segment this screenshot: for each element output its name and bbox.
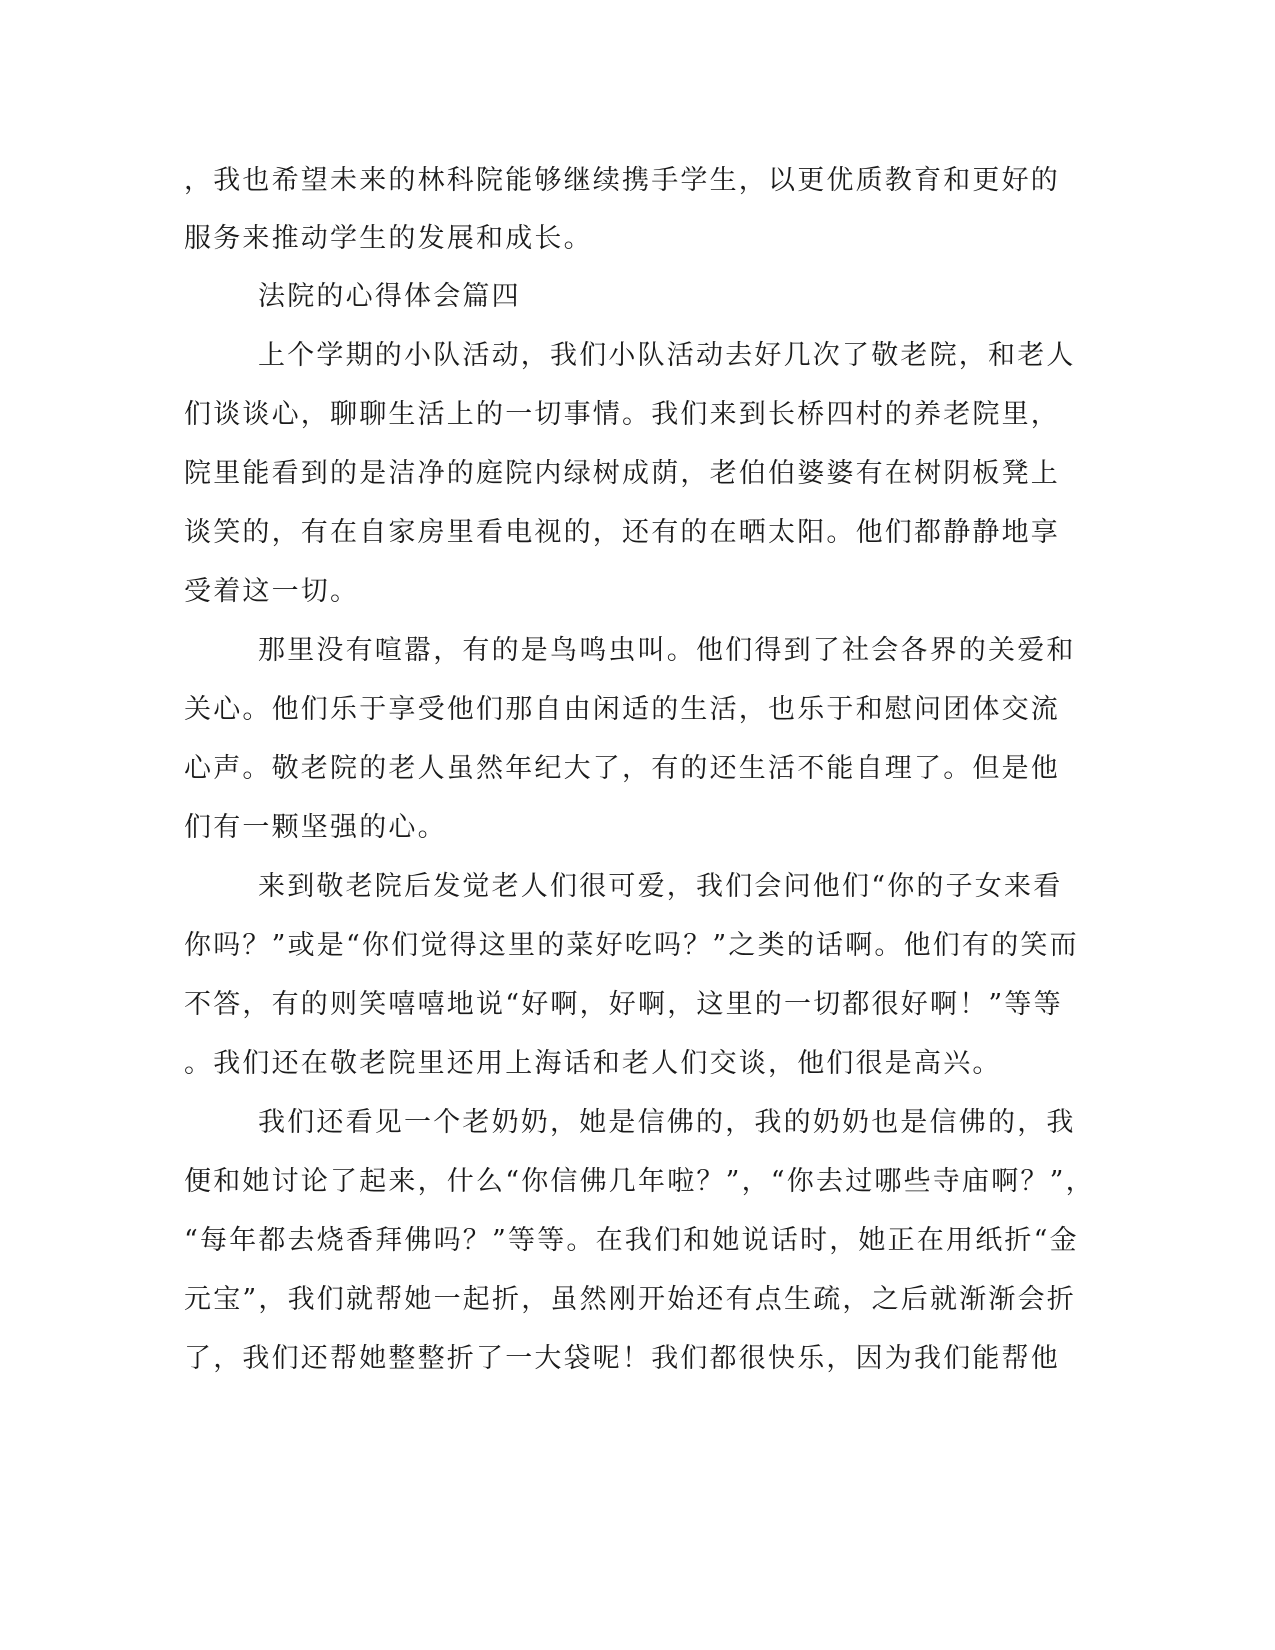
paragraph-first-line: 来到敬老院后发觉老人们很可爱，我们会问他们“你的子女来看 xyxy=(258,871,1063,902)
text-line: 你吗？”或是“你们觉得这里的菜好吃吗？”之类的话啊。他们有的笑而 xyxy=(184,930,1079,961)
text-line: 了，我们还帮她整整折了一大袋呢！我们都很快乐，因为我们能帮他 xyxy=(184,1343,1060,1374)
section-heading: 法院的心得体会篇四 xyxy=(258,281,521,312)
text-line: 不答，有的则笑嘻嘻地说“好啊，好啊，这里的一切都很好啊！”等等 xyxy=(184,989,1063,1020)
paragraph-first-line: 上个学期的小队活动，我们小队活动去好几次了敬老院，和老人 xyxy=(258,340,1076,371)
text-line: ，我也希望未来的林科院能够继续携手学生，以更优质教育和更好的 xyxy=(184,165,1060,196)
text-line: 关心。他们乐于享受他们那自由闲适的生活，也乐于和慰问团体交流 xyxy=(184,694,1060,725)
text-line: “每年都去烧香拜佛吗？”等等。在我们和她说话时，她正在用纸折“金 xyxy=(184,1225,1079,1256)
paragraph-first-line: 我们还看见一个老奶奶，她是信佛的，我的奶奶也是信佛的，我 xyxy=(258,1107,1076,1138)
text-line: 元宝”，我们就帮她一起折，虽然刚开始还有点生疏，之后就渐渐会折 xyxy=(184,1284,1077,1315)
text-line: 服务来推动学生的发展和成长。 xyxy=(184,223,593,254)
text-line: 。我们还在敬老院里还用上海话和老人们交谈，他们很是高兴。 xyxy=(184,1048,1002,1079)
text-line: 们谈谈心，聊聊生活上的一切事情。我们来到长桥四村的养老院里， xyxy=(184,399,1060,430)
text-line: 便和她讨论了起来，什么“你信佛几年啦？”，“你去过哪些寺庙啊？”， xyxy=(184,1166,1095,1197)
text-line: 院里能看到的是洁净的庭院内绿树成荫，老伯伯婆婆有在树阴板凳上 xyxy=(184,458,1060,489)
text-line: 心声。敬老院的老人虽然年纪大了，有的还生活不能自理了。但是他 xyxy=(184,753,1060,784)
paragraph-first-line: 那里没有喧嚣，有的是鸟鸣虫叫。他们得到了社会各界的关爱和 xyxy=(258,635,1076,666)
text-line: 受着这一切。 xyxy=(184,576,360,607)
text-line: 谈笑的，有在自家房里看电视的，还有的在晒太阳。他们都静静地享 xyxy=(184,517,1060,548)
text-line: 们有一颗坚强的心。 xyxy=(184,812,447,843)
